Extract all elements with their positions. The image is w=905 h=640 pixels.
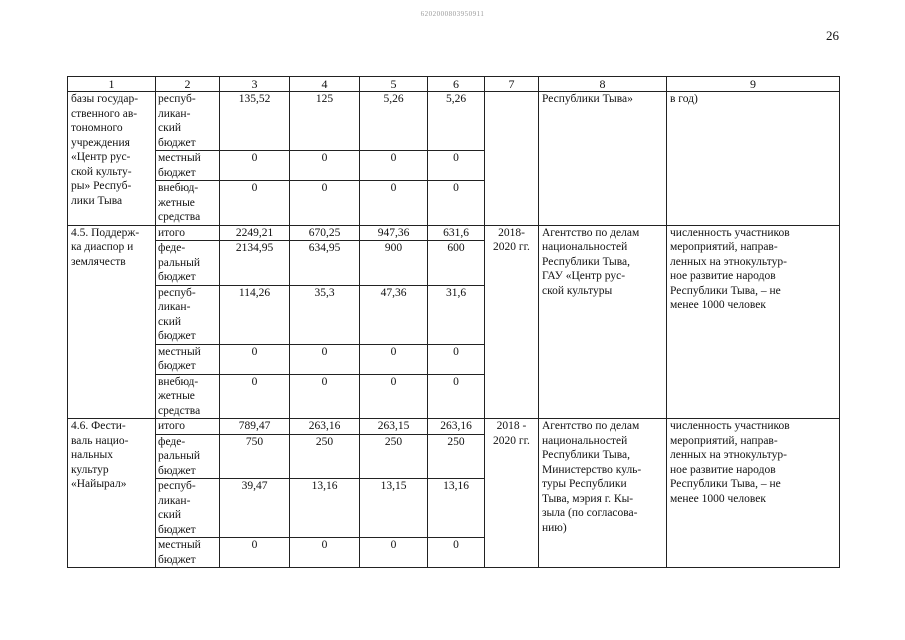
funding-source-cell: феде- ральный бюджет [156, 241, 220, 286]
value-cell: 0 [360, 538, 428, 568]
value-cell: 125 [290, 92, 360, 151]
value-cell: 47,36 [360, 285, 428, 344]
value-cell: 39,47 [220, 479, 290, 538]
value-cell: 263,16 [428, 419, 485, 435]
executor-cell: Агентство по делам национальностей Республики Тыва, Министерство куль- туры Республики Тыва, мэрия г. Кы- зыла (по согласова- нию) [539, 419, 667, 568]
funding-source-cell: итого [156, 419, 220, 435]
period-cell: 2018- 2020 гг. [485, 225, 539, 419]
funding-source-cell: феде- ральный бюджет [156, 434, 220, 479]
result-cell: численность участников мероприятий, направ- ленных на этнокультур- ное развитие народов Республики Тыва, – не менее 1000 человек [667, 419, 840, 568]
result-cell: в год) [667, 92, 840, 226]
value-cell: 670,25 [290, 225, 360, 241]
value-cell: 35,3 [290, 285, 360, 344]
value-cell: 250 [360, 434, 428, 479]
activity-name-cell: 4.6. Фести- валь нацио- нальных культур «Найырал» [68, 419, 156, 568]
value-cell: 0 [220, 344, 290, 374]
value-cell: 0 [220, 538, 290, 568]
funding-source-cell: местный бюджет [156, 344, 220, 374]
value-cell: 947,36 [360, 225, 428, 241]
value-cell: 2134,95 [220, 241, 290, 286]
funding-source-cell: внебюд- жетные средства [156, 181, 220, 226]
value-cell: 250 [428, 434, 485, 479]
funding-source-cell: респуб- ликан- ский бюджет [156, 92, 220, 151]
result-cell: численность участников мероприятий, направ- ленных на этнокультур- ное развитие народов Республики Тыва, – не менее 1000 человек [667, 225, 840, 419]
value-cell: 0 [428, 151, 485, 181]
value-cell: 13,16 [428, 479, 485, 538]
value-cell: 0 [290, 374, 360, 419]
budget-table [67, 76, 840, 568]
value-cell: 750 [220, 434, 290, 479]
value-cell: 31,6 [428, 285, 485, 344]
column-header: 7 [485, 77, 539, 92]
value-cell: 0 [220, 181, 290, 226]
value-cell: 0 [220, 151, 290, 181]
funding-source-cell: респуб- ликан- ский бюджет [156, 285, 220, 344]
value-cell: 0 [290, 151, 360, 181]
column-header: 5 [360, 77, 428, 92]
funding-source-cell: респуб- ликан- ский бюджет [156, 479, 220, 538]
value-cell: 5,26 [360, 92, 428, 151]
funding-source-cell: итого [156, 225, 220, 241]
column-header: 3 [220, 77, 290, 92]
value-cell: 631,6 [428, 225, 485, 241]
period-cell: 2018 - 2020 гг. [485, 419, 539, 568]
document-id: 6202000803950911 [420, 10, 485, 18]
value-cell: 0 [428, 374, 485, 419]
value-cell: 0 [360, 151, 428, 181]
column-header: 9 [667, 77, 840, 92]
column-header: 2 [156, 77, 220, 92]
value-cell: 0 [428, 538, 485, 568]
value-cell: 0 [360, 181, 428, 226]
column-header: 4 [290, 77, 360, 92]
activity-name-cell: 4.5. Поддерж- ка диаспор и землячеств [68, 225, 156, 419]
value-cell: 0 [290, 344, 360, 374]
activity-name-cell: базы государ- ственного ав- тономного учреждения «Центр рус- ской культу- ры» Респуб- лики Тыва [68, 92, 156, 226]
column-header: 1 [68, 77, 156, 92]
value-cell: 789,47 [220, 419, 290, 435]
funding-source-cell: местный бюджет [156, 151, 220, 181]
value-cell: 2249,21 [220, 225, 290, 241]
executor-cell: Агентство по делам национальностей Республики Тыва, ГАУ «Центр рус- ской культуры [539, 225, 667, 419]
table-row [68, 92, 840, 151]
page-number: 26 [826, 28, 839, 43]
value-cell: 135,52 [220, 92, 290, 151]
value-cell: 263,16 [290, 419, 360, 435]
value-cell: 13,15 [360, 479, 428, 538]
value-cell: 13,16 [290, 479, 360, 538]
value-cell: 600 [428, 241, 485, 286]
value-cell: 900 [360, 241, 428, 286]
table-row [68, 225, 840, 241]
value-cell: 634,95 [290, 241, 360, 286]
column-header: 8 [539, 77, 667, 92]
value-cell: 0 [290, 181, 360, 226]
value-cell: 0 [220, 374, 290, 419]
executor-cell: Республики Тыва» [539, 92, 667, 226]
value-cell: 0 [428, 344, 485, 374]
value-cell: 0 [360, 344, 428, 374]
value-cell: 114,26 [220, 285, 290, 344]
value-cell: 5,26 [428, 92, 485, 151]
column-header: 6 [428, 77, 485, 92]
funding-source-cell: внебюд- жетные средства [156, 374, 220, 419]
funding-source-cell: местный бюджет [156, 538, 220, 568]
value-cell: 0 [428, 181, 485, 226]
value-cell: 0 [290, 538, 360, 568]
column-header-row [68, 77, 840, 92]
value-cell: 0 [360, 374, 428, 419]
period-cell [485, 92, 539, 226]
table-row [68, 419, 840, 435]
value-cell: 263,15 [360, 419, 428, 435]
value-cell: 250 [290, 434, 360, 479]
